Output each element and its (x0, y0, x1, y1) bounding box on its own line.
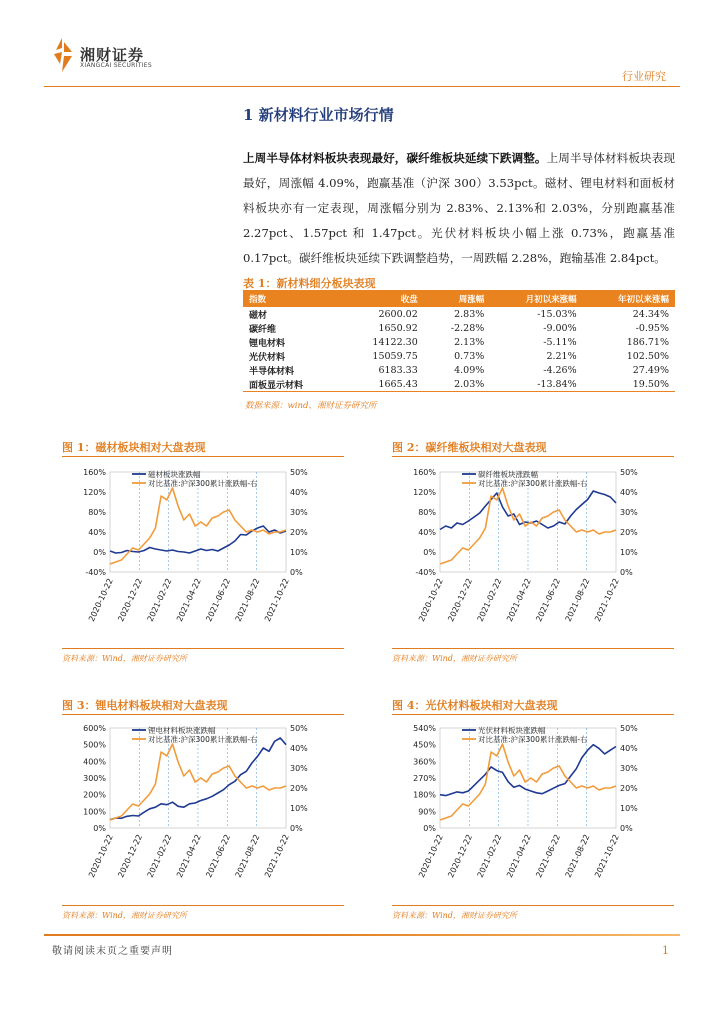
y-right-tick-label: 50% (620, 468, 638, 477)
x-tick-label: 2021-04-22 (505, 833, 533, 879)
y-left-tick-label: 0% (423, 548, 436, 557)
table-cell: 磁材 (249, 310, 268, 321)
y-left-tick-label: 270% (413, 774, 436, 783)
table-header-cell: 收盘 (340, 290, 424, 307)
y-right-tick-label: 30% (290, 508, 308, 517)
y-left-tick-label: 400% (83, 757, 106, 767)
table-cell: 碳纤维 (249, 324, 277, 335)
table-cell: -2.28% (450, 322, 485, 334)
table-row (243, 335, 675, 349)
figure-3-title: 图 3：锂电材料板块相对大盘表现 (62, 699, 228, 712)
report-type-tag: 行业研究 (622, 70, 666, 83)
table-cell: -5.11% (543, 336, 577, 348)
paragraph-lead: 上周半导体材料板块表现最好，碳纤维板块延续下跌调整。 (243, 151, 547, 165)
y-right-tick-label: 40% (290, 744, 308, 753)
y-right-tick-label: 50% (290, 468, 308, 477)
x-tick-label: 2021-02-22 (145, 577, 174, 623)
x-tick-label: 2020-12-22 (116, 833, 145, 879)
figure-4-svg (392, 716, 666, 901)
table-cell: 2.83% (454, 308, 485, 320)
table-row (243, 321, 675, 335)
figure-2-divider (392, 456, 674, 457)
y-left-tick-label: 540% (413, 724, 436, 733)
legend-label: 对比基准:沪深300累计涨跌幅-右 (478, 735, 588, 744)
x-tick-label: 2020-10-22 (87, 833, 115, 879)
y-right-tick-label: 20% (290, 784, 308, 793)
table-row (243, 363, 675, 377)
y-left-tick-label: 120% (83, 488, 106, 497)
y-left-tick-label: 160% (413, 468, 436, 477)
y-left-tick-label: 360% (413, 757, 436, 767)
table-cell: -13.84% (490, 377, 582, 392)
figure-4-chart (392, 716, 666, 901)
y-right-tick-label: 0% (620, 824, 633, 833)
logo-icon (52, 38, 74, 74)
x-tick-label: 2021-08-22 (233, 833, 262, 879)
legend-label: 磁材板块涨跌幅 (148, 470, 201, 479)
y-right-tick-label: 10% (290, 804, 308, 813)
y-left-tick-label: 600% (83, 724, 106, 733)
y-left-tick-label: 0% (93, 548, 106, 557)
figure-4-divider-bottom (392, 905, 674, 906)
figure-2-svg (392, 460, 666, 645)
y-right-tick-label: 10% (290, 548, 308, 557)
x-tick-label: 2021-04-22 (175, 577, 203, 623)
figure-1-svg (62, 460, 336, 645)
legend-label: 锂电材料板块涨跌幅 (148, 726, 216, 735)
y-left-tick-label: 120% (413, 488, 436, 497)
figure-1-title: 图 1：磁材板块相对大盘表现 (62, 441, 206, 454)
table-cell: 19.50% (583, 377, 675, 392)
table-cell: -15.03% (537, 308, 577, 320)
x-tick-label: 2021-08-22 (233, 577, 262, 623)
x-tick-label: 2020-12-22 (446, 577, 475, 623)
x-tick-label: 2021-08-22 (563, 833, 592, 879)
table-cell: 面板显示材料 (243, 377, 340, 392)
table-header-cell: 年初以来涨幅 (583, 290, 675, 307)
y-left-tick-label: 180% (413, 790, 436, 800)
figure-3-divider (62, 714, 344, 715)
y-right-tick-label: 0% (290, 824, 303, 833)
y-left-tick-label: 450% (413, 740, 436, 750)
figure-1-chart (62, 460, 336, 645)
figure-1-source: 资料来源：Wind，湘财证券研究所 (62, 654, 187, 663)
table-row (243, 307, 675, 321)
x-tick-label: 2021-06-22 (534, 833, 563, 879)
figure-2-chart (392, 460, 666, 645)
y-right-tick-label: 0% (620, 568, 633, 577)
legend-label: 对比基准:沪深300累计涨跌幅-右 (148, 479, 258, 488)
page-number: 1 (662, 944, 669, 957)
sector-performance-table (243, 290, 675, 392)
table-title: 表 1：新材料细分板块表现 (243, 277, 376, 290)
legend-label: 对比基准:沪深300累计涨跌幅-右 (478, 479, 588, 488)
header-divider (44, 86, 680, 87)
section-title: 1 新材料行业市场行情 (243, 106, 394, 124)
x-tick-label: 2021-04-22 (505, 577, 533, 623)
figure-1-divider (62, 456, 344, 457)
y-left-tick-label: 100% (83, 807, 106, 817)
x-tick-label: 2021-10-22 (263, 577, 291, 623)
table-cell: 2600.02 (378, 308, 418, 320)
y-left-tick-label: 40% (88, 528, 106, 537)
table-cell: 6183.33 (378, 364, 418, 376)
y-right-tick-label: 50% (290, 724, 308, 733)
table-header-cell: 月初以来涨幅 (490, 290, 582, 307)
table-cell: -4.26% (543, 364, 577, 376)
figure-3-source: 资料来源：Wind，湘财证券研究所 (62, 911, 187, 920)
y-right-tick-label: 30% (620, 508, 638, 517)
table-header-cell: 指数 (243, 290, 340, 307)
y-right-tick-label: 10% (620, 548, 638, 557)
y-left-tick-label: -40% (415, 568, 436, 577)
x-tick-label: 2021-08-22 (563, 577, 592, 623)
table-cell: 14122.30 (372, 336, 418, 348)
x-tick-label: 2021-04-22 (175, 833, 203, 879)
figure-3-divider-bottom (62, 905, 344, 906)
figure-3-svg (62, 716, 336, 901)
table-cell: 2.21% (546, 350, 577, 362)
y-left-tick-label: 80% (418, 508, 436, 517)
table-cell: 186.71% (626, 336, 669, 348)
footer-divider (44, 934, 680, 936)
figure-2-source: 资料来源：Wind，湘财证券研究所 (392, 654, 517, 663)
x-tick-label: 2020-10-22 (87, 577, 115, 623)
table-row (243, 349, 675, 363)
y-right-tick-label: 40% (290, 488, 308, 497)
legend-label: 碳纤维板块涨跌幅 (478, 470, 538, 479)
table-header-cell: 周涨幅 (424, 290, 491, 307)
figure-3-chart (62, 716, 336, 901)
x-tick-label: 2021-06-22 (204, 833, 233, 879)
y-right-tick-label: 20% (620, 784, 638, 793)
x-tick-label: 2021-10-22 (263, 833, 291, 879)
y-left-tick-label: -40% (85, 568, 106, 577)
table-cell: 1650.92 (378, 322, 418, 334)
legend-label: 光伏材料板块涨跌幅 (478, 726, 546, 735)
y-right-tick-label: 10% (620, 804, 638, 813)
y-left-tick-label: 40% (418, 528, 436, 537)
table-header-row (243, 290, 675, 307)
x-tick-label: 2021-10-22 (593, 833, 621, 879)
table-cell: 2.03% (424, 377, 491, 392)
figure-1-divider-bottom (62, 648, 344, 649)
table-cell: 半导体材料 (249, 366, 295, 377)
table-cell: 1665.43 (340, 377, 424, 392)
y-right-tick-label: 20% (620, 528, 638, 537)
x-tick-label: 2021-06-22 (534, 577, 563, 623)
x-tick-label: 2020-10-22 (417, 577, 445, 623)
y-left-tick-label: 200% (83, 790, 106, 800)
x-tick-label: 2021-10-22 (593, 577, 621, 623)
x-tick-label: 2020-10-22 (417, 833, 445, 879)
y-right-tick-label: 40% (620, 744, 638, 753)
figure-4-source: 资料来源：Wind，湘财证券研究所 (392, 911, 517, 920)
y-right-tick-label: 50% (620, 724, 638, 733)
y-left-tick-label: 500% (83, 740, 106, 750)
y-left-tick-label: 0% (423, 824, 436, 833)
brand-name-en: XIANGCAI SECURITIES (80, 62, 152, 69)
table-source: 数据来源：wind、湘财证券研究所 (245, 401, 377, 411)
y-right-tick-label: 30% (620, 764, 638, 773)
y-left-tick-label: 90% (418, 807, 436, 817)
x-tick-label: 2021-02-22 (475, 577, 504, 623)
y-left-tick-label: 80% (88, 508, 106, 517)
y-left-tick-label: 160% (83, 468, 106, 477)
series-line-1 (110, 738, 286, 820)
table-cell: 0.73% (454, 350, 485, 362)
table-cell: 光伏材料 (249, 352, 286, 363)
figure-2-title: 图 2：碳纤维板块相对大盘表现 (392, 441, 547, 454)
x-tick-label: 2021-02-22 (145, 833, 174, 879)
table-cell: 锂电材料 (249, 338, 286, 349)
table-cell: 102.50% (626, 350, 669, 362)
y-right-tick-label: 0% (290, 568, 303, 577)
table-cell: -9.00% (543, 322, 577, 334)
x-tick-label: 2021-02-22 (475, 833, 504, 879)
table-row (243, 377, 675, 392)
paragraph-body: 上周半导体材料板块表现最好，周涨幅 4.09%，跑赢基准（沪深 300）3.53pct。磁材、锂电材料和面板材料板块亦有一定表现，周涨幅分别为 2.83%、2.13%和 2.03%，分别跑赢基准 2.27pct、1.57pct 和 1.47pct。光伏材料板块小幅上涨 0.73%，跑赢基准 0.17pct。碳纤维板块延续下跌调整趋势，一周跌幅 2.28%，跑输基准 2.84pct。 (243, 151, 675, 265)
figure-2-divider-bottom (392, 648, 674, 649)
brand-name: 湘财证券 (80, 46, 145, 64)
section-paragraph (243, 146, 675, 271)
x-tick-label: 2020-12-22 (116, 577, 145, 623)
figure-4-title: 图 4：光伏材料板块相对大盘表现 (392, 699, 558, 712)
y-left-tick-label: 300% (83, 774, 106, 783)
table-cell: 27.49% (632, 364, 669, 376)
x-tick-label: 2021-06-22 (204, 577, 233, 623)
table-cell: -0.95% (635, 322, 669, 334)
y-right-tick-label: 40% (620, 488, 638, 497)
figure-4-divider (392, 714, 674, 715)
table-cell: 24.34% (632, 308, 669, 320)
x-tick-label: 2020-12-22 (446, 833, 475, 879)
legend-label: 对比基准:沪深300累计涨跌幅-右 (148, 735, 258, 744)
footer-disclaimer-note: 敬请阅读末页之重要声明 (52, 946, 173, 957)
y-left-tick-label: 0% (93, 824, 106, 833)
y-right-tick-label: 30% (290, 764, 308, 773)
table-cell: 4.09% (454, 364, 485, 376)
table-cell: 15059.75 (372, 350, 418, 362)
y-right-tick-label: 20% (290, 528, 308, 537)
table-cell: 2.13% (454, 336, 485, 348)
